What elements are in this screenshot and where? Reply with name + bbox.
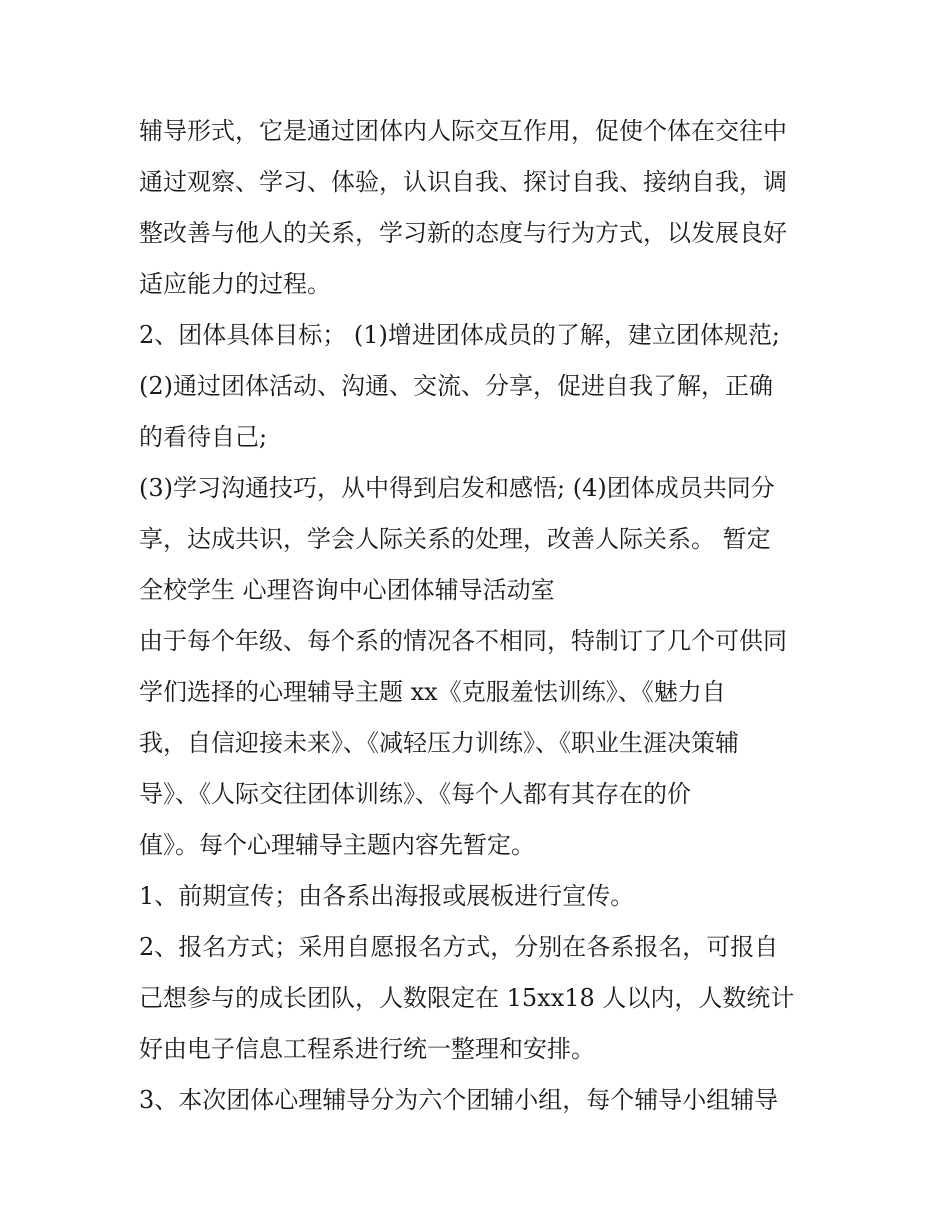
text-line: 我，自信迎接未来》、《减轻压力训练》、《职业生涯决策辅 [139, 729, 739, 757]
text-line: 3、本次团体心理辅导分为六个团辅小组，每个辅导小组辅导 [139, 1086, 779, 1114]
text-line: 2、报名方式；采用自愿报名方式，分别在各系报名，可报自 [139, 933, 779, 961]
text-line: 好由电子信息工程系进行统一整理和安排。 [139, 1035, 595, 1063]
text-line: 1、前期宣传；由各系出海报或展板进行宣传。 [139, 882, 635, 910]
document-body [139, 106, 819, 1126]
text-line: 整改善与他人的关系，学习新的态度与行为方式，以发展良好 [139, 219, 787, 247]
text-line: 享，达成共识，学会人际关系的处理，改善人际关系。 暂定 [139, 525, 771, 553]
text-line: 的看待自己; [139, 423, 268, 451]
text-line: 导》、《人际交往团体训练》、《每个人都有其存在的价 [139, 780, 691, 808]
text-line: 己想参与的成长团队，人数限定在 15xx18 人以内，人数统计 [139, 984, 795, 1012]
text-line: (2)通过团体活动、沟通、交流、分享，促进自我了解，正确 [139, 372, 773, 400]
text-line: (3)学习沟通技巧，从中得到启发和感悟; (4)团体成员共同分 [139, 474, 775, 502]
text-line: 值》。每个心理辅导主题内容先暂定。 [139, 831, 535, 859]
text-line: 辅导形式，它是通过团体内人际交互作用，促使个体在交往中 [139, 117, 787, 145]
text-line: 适应能力的过程。 [139, 270, 331, 298]
text-line: 通过观察、学习、体验，认识自我、探讨自我、接纳自我，调 [139, 168, 787, 196]
text-line: 全校学生 心理咨询中心团体辅导活动室 [139, 576, 555, 604]
text-line: 2、团体具体目标； (1)增进团体成员的了解，建立团体规范; [139, 321, 780, 349]
text-line: 学们选择的心理辅导主题 xx《克服羞怯训练》、《魅力自 [139, 678, 726, 706]
text-line: 由于每个年级、每个系的情况各不相同，特制订了几个可供同 [139, 627, 787, 655]
